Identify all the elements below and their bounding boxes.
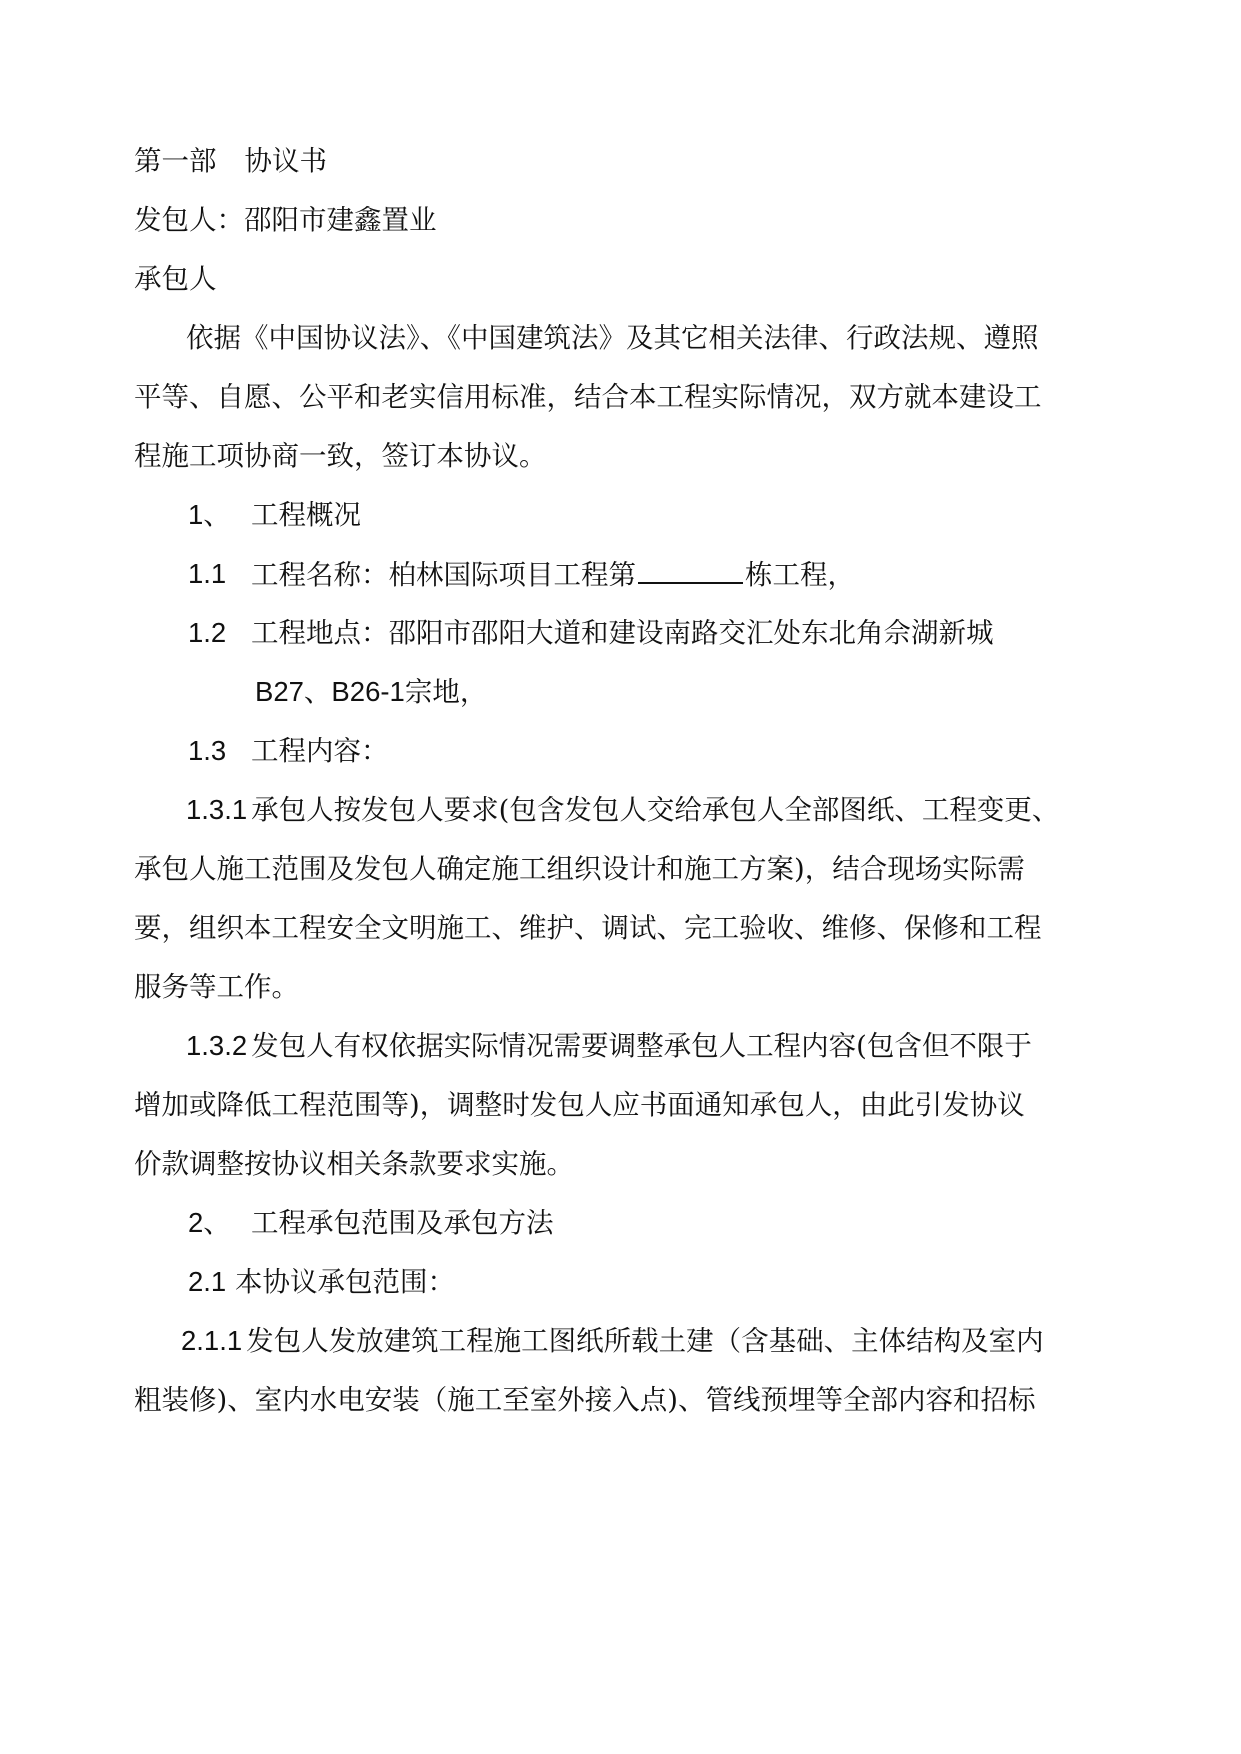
clause-2-1-1-line-2: 粗装修)、室内水电安装（施工至室外接入点)、管线预埋等全部内容和招标 — [134, 1384, 1036, 1416]
clause-1-1-number: 1.1 — [188, 558, 227, 589]
clause-1-2-number: 1.2 — [188, 617, 227, 648]
contractor-label: 承包人 — [134, 263, 217, 295]
section-2-number — [188, 1205, 231, 1241]
clause-1-3-2-line-3: 价款调整按协议相关条款要求实施。 — [134, 1148, 574, 1180]
section-2-title: 工程承包范围及承包方法 — [251, 1207, 554, 1239]
section-1-num-text: 1、 — [188, 499, 231, 530]
employer-label: 发包人： — [134, 204, 244, 236]
clause-2-1-1-text-1: 发包人发放建筑工程施工图纸所载土建（含基础、主体结构及室内 — [246, 1325, 1044, 1357]
clause-1-2-plot-codes: B27、B26-1 — [255, 676, 405, 707]
intro-line-1: 依据《中国协议法》、《中国建筑法》及其它相关法律、行政法规、遵照 — [186, 322, 1039, 354]
clause-1-3-1-line-3: 要，组织本工程安全文明施工、维护、调试、完工验收、维修、保修和工程 — [134, 912, 1042, 944]
clause-2-1-number: 2.1 — [188, 1266, 227, 1297]
clause-1-1-text-a: 工程名称：柏林国际项目工程第 — [251, 559, 636, 591]
clause-1-2-line-2 — [255, 674, 487, 710]
part-title-number: 第一部 — [134, 145, 217, 177]
clause-1-3-1-line-1 — [186, 792, 1059, 828]
clause-1-3-2-line-1 — [186, 1028, 1032, 1064]
section-1-title: 工程概况 — [251, 499, 361, 531]
clause-1-3-number: 1.3 — [188, 735, 227, 766]
clause-2-1-1-number: 2.1.1 — [181, 1325, 243, 1356]
clause-1-3-2-text-1: 发包人有权依据实际情况需要调整承包人工程内容(包含但不限于 — [251, 1030, 1032, 1062]
section-2-num-text: 2、 — [188, 1207, 231, 1238]
intro-line-3: 程施工项协商一致，签订本协议。 — [134, 440, 547, 472]
part-title-name: 协议书 — [244, 145, 327, 177]
building-number-blank — [638, 556, 743, 584]
clause-2-1-title: 本协议承包范围： — [235, 1266, 455, 1298]
clause-1-3-1-number: 1.3.1 — [186, 794, 248, 825]
clause-1-3-2-number: 1.3.2 — [186, 1030, 248, 1061]
clause-1-3-title: 工程内容： — [251, 735, 389, 767]
employer-value: 邵阳市建鑫置业 — [244, 204, 437, 236]
employer-line — [134, 202, 437, 238]
clause-1-3-1-text-1: 承包人按发包人要求(包含发包人交给承包人全部图纸、工程变更、 — [251, 794, 1060, 826]
clause-1-3-1-line-2: 承包人施工范围及发包人确定施工组织设计和施工方案)，结合现场实际需 — [134, 853, 1025, 885]
clause-1-2-plot-suffix: 宗地， — [404, 676, 488, 708]
clause-1-2-line-1: 工程地点：邵阳市邵阳大道和建设南路交汇处东北角佘湖新城 — [251, 617, 994, 649]
clause-1-1-text-b: 栋工程， — [745, 559, 855, 591]
clause-2-1-1-line-1 — [181, 1323, 1044, 1359]
clause-1-3-1-line-4: 服务等工作。 — [134, 971, 299, 1003]
clause-1-3-2-line-2: 增加或降低工程范围等)，调整时发包人应书面通知承包人，由此引发协议 — [134, 1089, 1025, 1121]
part-title — [134, 143, 327, 179]
intro-line-2: 平等、自愿、公平和老实信用标准，结合本工程实际情况，双方就本建设工 — [134, 381, 1042, 413]
clause-1-1-text — [251, 556, 855, 593]
section-1-number — [188, 497, 231, 533]
